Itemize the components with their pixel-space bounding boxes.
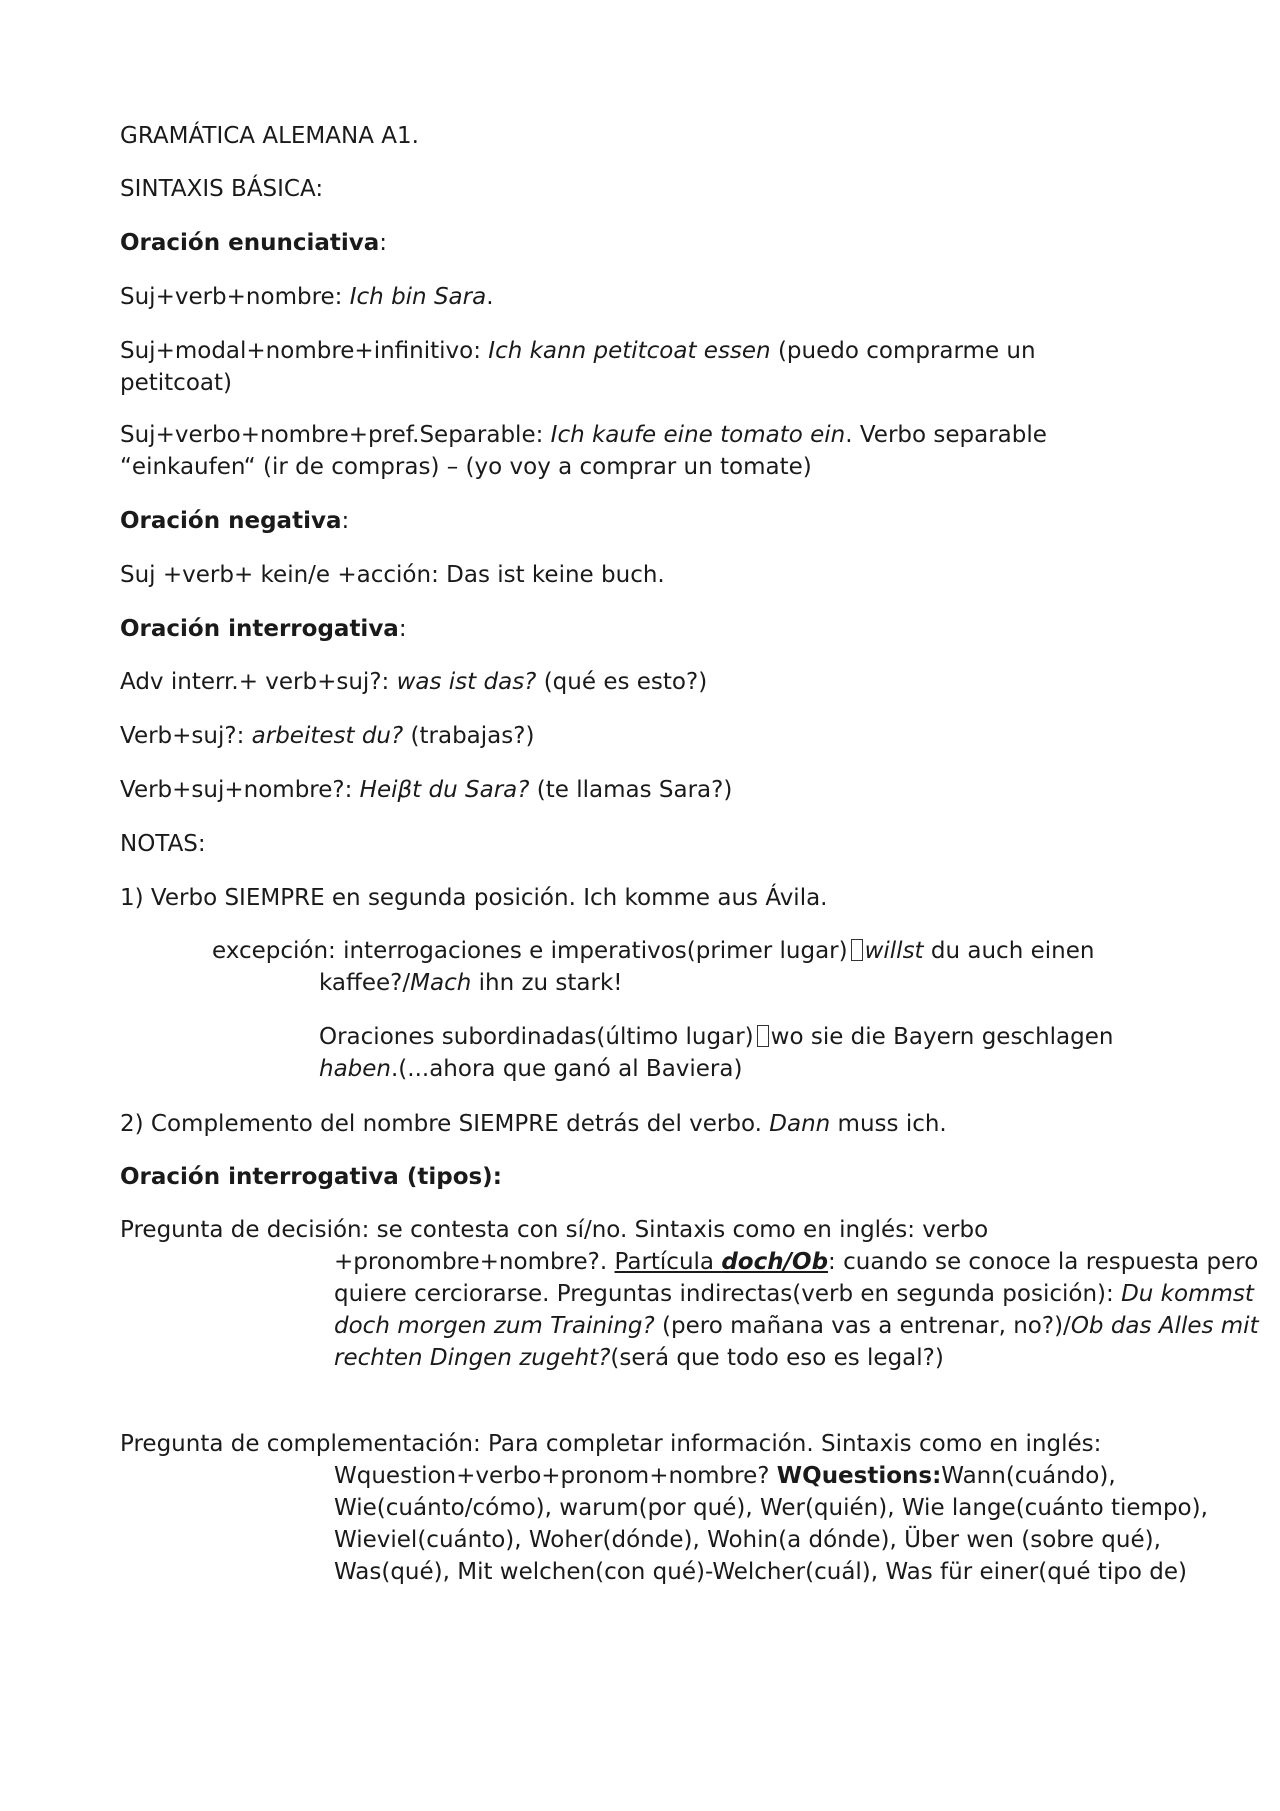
interrogativa-line-2: Verb+suj?: arbeitest du? (trabajas?) [120, 723, 535, 749]
heading-interrogativa: Oración interrogativa: [120, 616, 407, 642]
nota-1-subordinadas: Oraciones subordinadas(último lugar) wo sie die Bayern geschlagen haben.(...ahora que ganó al Baviera) [319, 1024, 1114, 1082]
interrogativa-line-1: Adv interr.+ verb+suj?: was ist das? (qué es esto?) [120, 669, 708, 695]
section-sintaxis: SINTAXIS BÁSICA: [120, 176, 324, 202]
missing-glyph-icon [757, 1025, 769, 1047]
nota-2: 2) Complemento del nombre SIEMPRE detrás del verbo. Dann muss ich. [120, 1111, 947, 1137]
enunciativa-line-3: Suj+verbo+nombre+pref.Separable: Ich kaufe eine tomato ein. Verbo separable “einkaufen“ (ir de compras) – (yo voy a comprar un tomate) [120, 422, 1047, 480]
interrogativa-line-3: Verb+suj+nombre?: Heiβt du Sara? (te llamas Sara?) [120, 777, 733, 803]
document-title: GRAMÁTICA ALEMANA A1. [120, 123, 419, 149]
enunciativa-line-1: Suj+verb+nombre: Ich bin Sara. [120, 284, 494, 310]
pregunta-decision: Pregunta de decisión: se contesta con sí/no. Sintaxis como en inglés: verbo +pronombre+nombre?. Partícula doch/Ob: cuando se conoce la respuesta pero quiere cerciorarse. Preguntas indirectas(verb en segunda posición): Du kommst doch morgen zum Training? (pero mañana vas a entrenar, no?)/Ob das Alles mit rechten Dingen zugeht?(será que todo eso es legal?) [120, 1217, 1259, 1371]
heading-negativa: Oración negativa: [120, 508, 350, 534]
heading-tipos: Oración interrogativa (tipos): [120, 1164, 502, 1190]
negativa-line-1: Suj +verb+ kein/e +acción: Das ist keine buch. [120, 562, 665, 588]
nota-1-excepcion: excepción: interrogaciones e imperativos(primer lugar) willst du auch einen kaffee?/Mach ihn zu stark! [212, 938, 1095, 996]
pregunta-complementacion: Pregunta de complementación: Para completar información. Sintaxis como en inglés: Wquestion+verbo+pronom+nombre? WQuestions:Wann(cuándo), Wie(cuánto/cómo), warum(por qué), Wer(quién), Wie lange(cuánto tiempo), Wieviel(cuánto), Woher(dónde), Wohin(a dónde), Über wen (sobre qué), Was(qué), Mit welchen(con qué)-Welcher(cuál), Was für einer(qué tipo de) [120, 1431, 1208, 1585]
heading-notas: NOTAS: [120, 831, 206, 857]
enunciativa-line-2: Suj+modal+nombre+infinitivo: Ich kann petitcoat essen (puedo comprarme un petitcoat) [120, 338, 1036, 396]
heading-enunciativa: Oración enunciativa: [120, 230, 388, 256]
nota-1: 1) Verbo SIEMPRE en segunda posición. Ich komme aus Ávila. [120, 885, 828, 911]
missing-glyph-icon [851, 939, 863, 961]
